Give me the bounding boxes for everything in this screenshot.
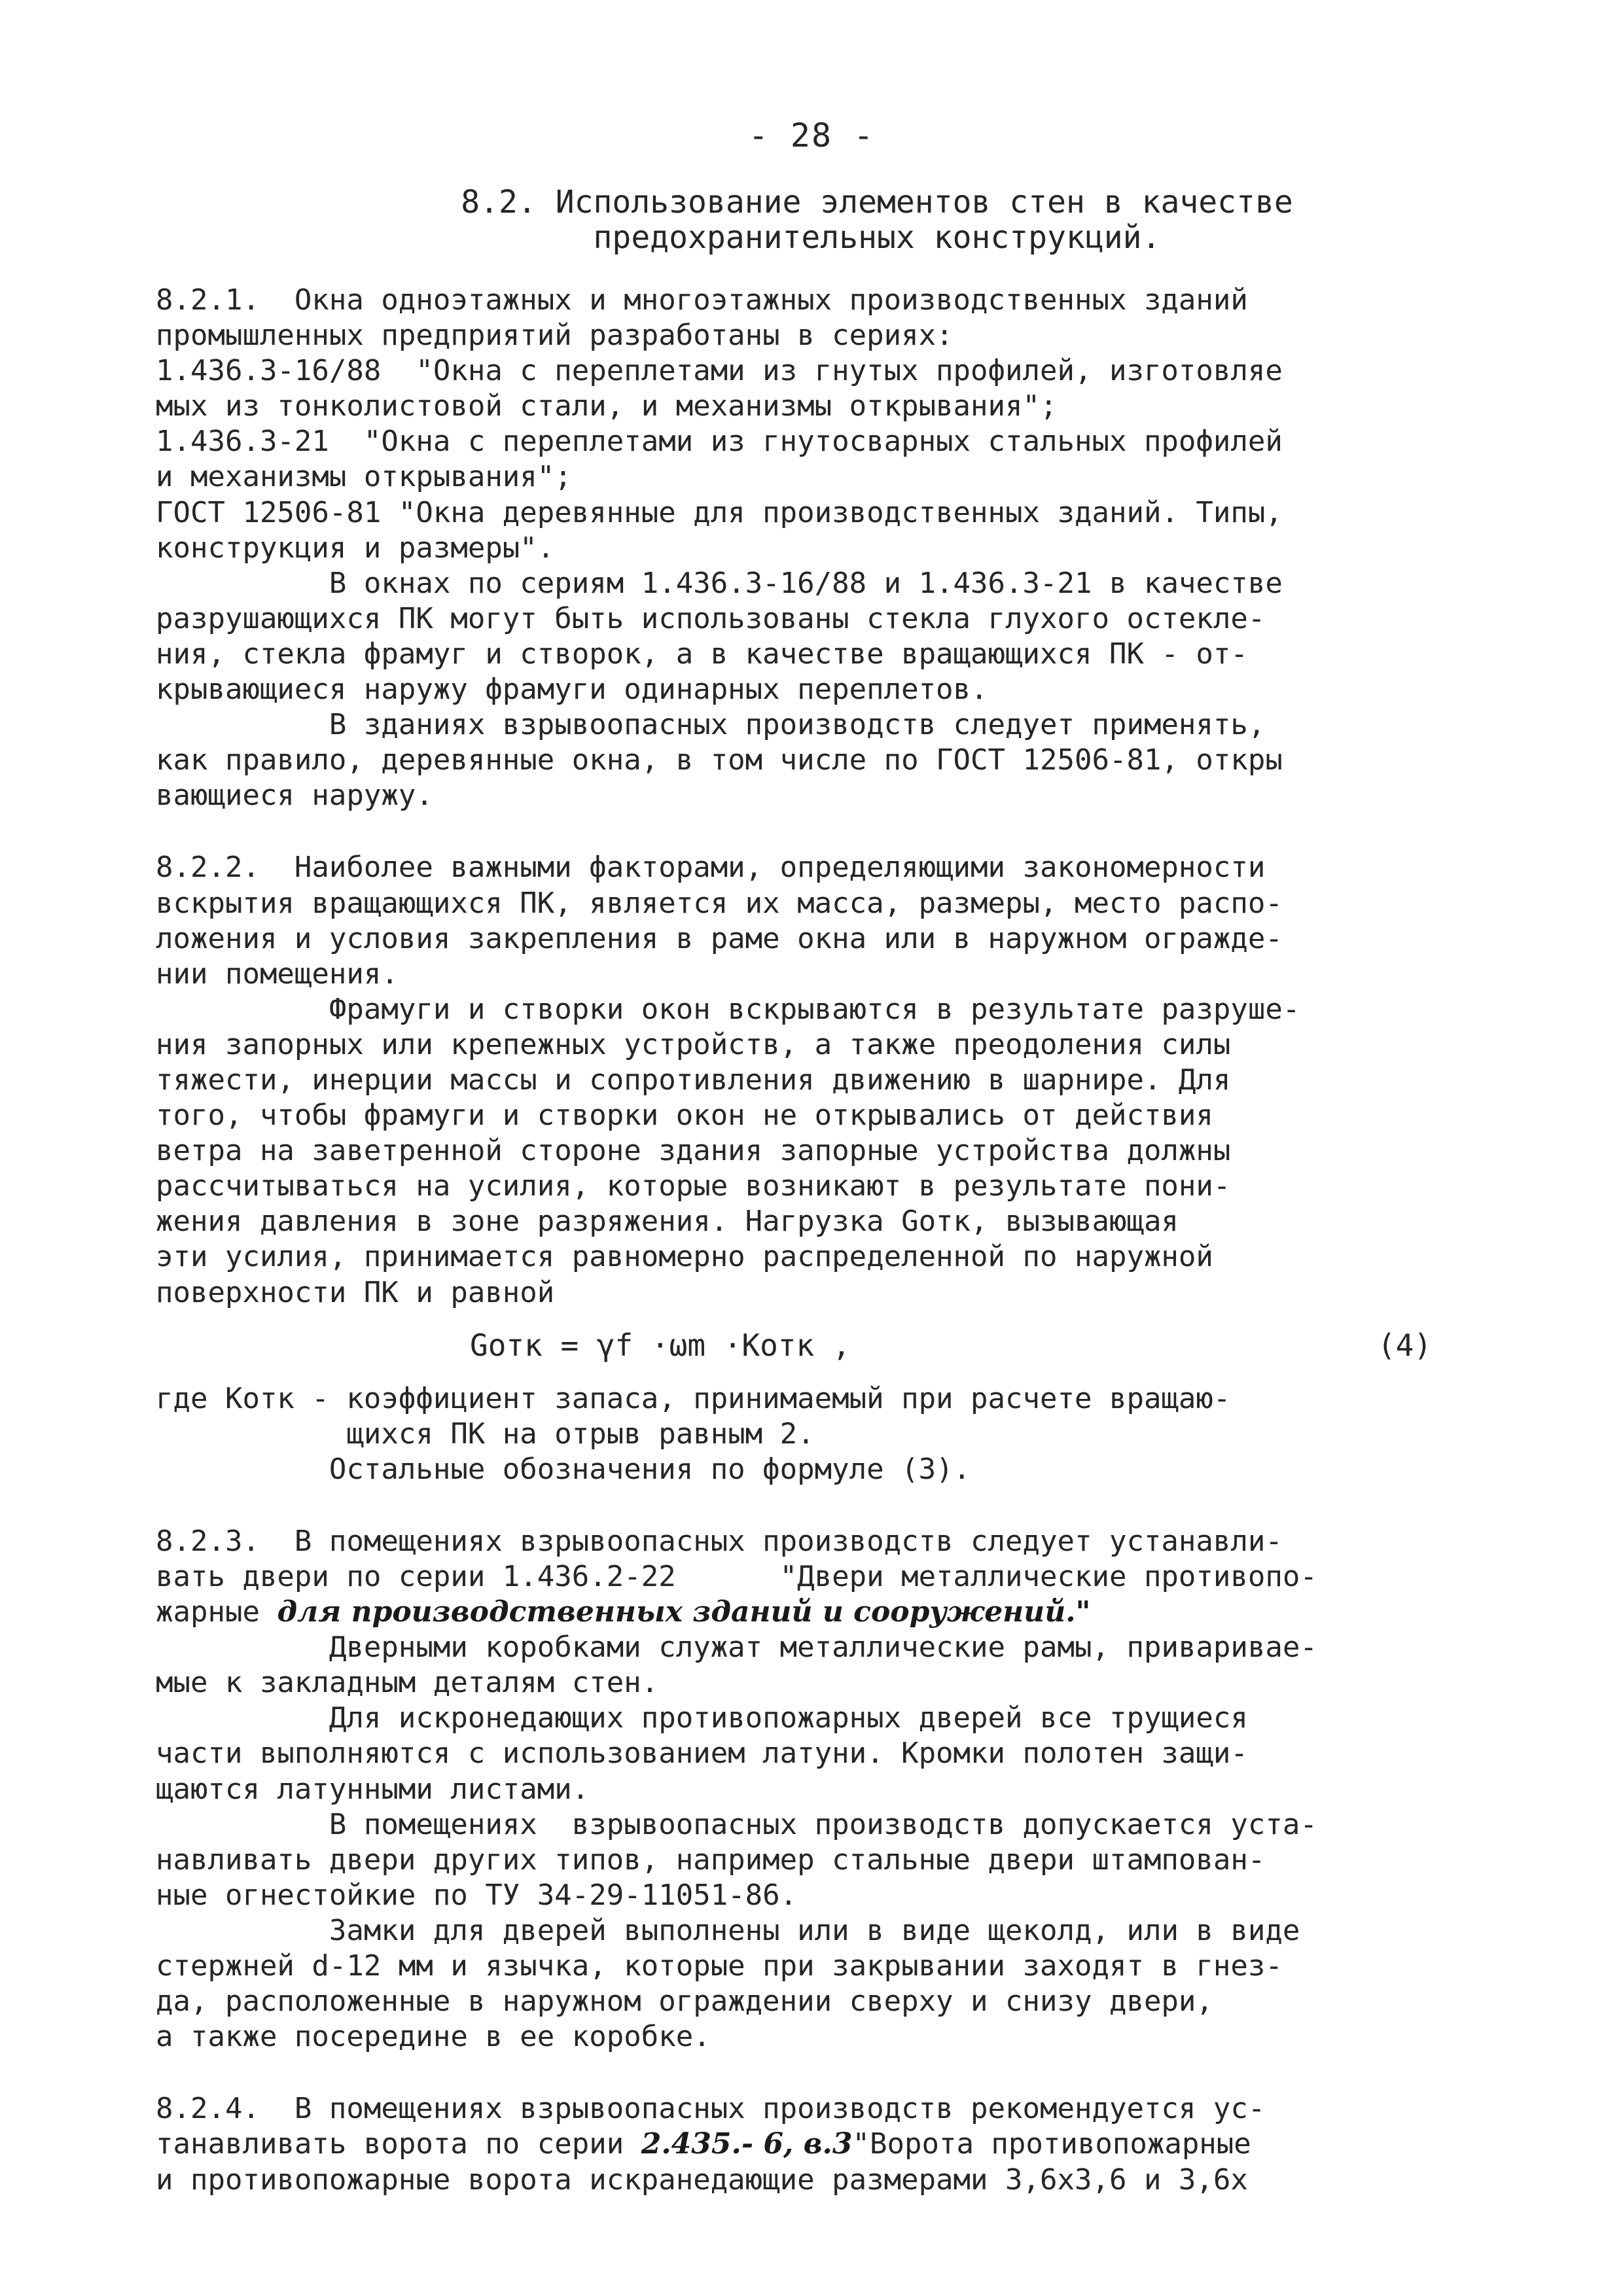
- section-title: [366, 185, 1387, 255]
- paragraph-8-2-2: 8.2.2. Наиболее важными факторами, определяющими закономерности вскрытия вращающихся ПК, является их масса, размеры, место распо- ложения и условия закрепления в раме окна или в наружном огражде- нии помещения.: [156, 851, 1283, 991]
- section-title-line-2: предохранительных конструкций.: [593, 219, 1161, 256]
- paragraph-8-2-3-locks: Замки для дверей выполнены или в виде щеколд, или в виде стержней d-12 мм и язычка, которые при закрывании заходят в гнез- да, расположенные в наружном ограждении сверху и снизу двери, а также посередине в ее коробке.: [156, 1913, 1300, 2054]
- paragraph-8-2-3-brass: Для искронедающих противопожарных дверей все трущиеся части выполняются с использованием латуни. Кромки полотен защи- щаются латунными листами.: [156, 1701, 1248, 1806]
- paragraph-8-2-2-coefficient: где Котк - коэффициент запаса, принимаемый при расчете вращаю- щихся ПК на отрыв равным 2. Остальные обозначения по формуле (3).: [156, 1381, 1231, 1486]
- body-text: [156, 283, 1484, 2198]
- paragraph-gap: [156, 813, 1484, 850]
- paragraph-8-2-4-typed: 8.2.4. В помещениях взрывоопасных производств рекомендуется ус- танавливать ворота по серии: [156, 2092, 1266, 2161]
- paragraph-8-2-1-wooden-windows: В зданиях взрывоопасных производств следует применять, как правило, деревянные окна, в том числе по ГОСТ 12506-81, откры вающиеся наружу.: [156, 708, 1283, 813]
- formula-number: (4): [1377, 1327, 1432, 1363]
- paragraph-8-2-3-other-doors: В помещениях взрывоопасных производств допускается уста- навливать двери других типов, например стальные двери штампован- ные огнестойкие по ТУ 34-29-11051-86.: [156, 1807, 1317, 1912]
- section-title-line-1: 8.2. Использование элементов стен в качестве: [461, 184, 1293, 221]
- formula-4: Gотк = γf ·ωm ·Kотк ,: [470, 1327, 851, 1363]
- handwritten-insert-series: 2.435.- 6, в.3: [641, 2127, 853, 2161]
- page-number: - 28 -: [748, 116, 875, 154]
- paragraph-8-2-3: [156, 1524, 1484, 1630]
- handwritten-insert-doors: для производственных зданий и сооружений.": [277, 1595, 1091, 1629]
- formula-row: [156, 1311, 1484, 1381]
- paragraph-8-2-1-windows-series: В окнах по сериям 1.436.3-16/88 и 1.436.3-21 в качестве разрушающихся ПК могут быть использованы стекла глухого остекле- ния, стекла фрамуг и створок, а в качестве вращающихся ПК - от- крывающиеся наружу фрамуги одинарных переплетов.: [156, 566, 1283, 707]
- paragraph-8-2-2-load: Фрамуги и створки окон вскрываются в результате разруше- ния запорных или крепежных устройств, а также преодоления силы тяжести, инерции массы и сопротивления движению в шарнире. Для того, чтобы фрамуги и створки окон не открывались от действия ветра на заветренной стороне здания запорные устройства должны рассчитываться на усилия, которые возникают в результате пони- жения давления в зоне разряжения. Нагрузка Gотк, вызывающая эти усилия, принимается равномерно распределенной по наружной поверхности ПК и равной: [156, 992, 1300, 1309]
- paragraph-8-2-1: 8.2.1. Окна одноэтажных и многоэтажных производственных зданий промышленных предприятий разработаны в сериях: 1.436.3-16/88 "Окна с переплетами из гнутых профилей, изготовляе мых из тонколистовой стали, и механизмы открывания"; 1.436.3-21 "Окна с переплетами из гнутосварных стальных профилей и механизмы открывания"; ГОСТ 12506-81 "Окна деревянные для производственных зданий. Типы, конструкция и размеры".: [156, 283, 1283, 565]
- paragraph-8-2-4-tail: "Ворота противопожарные и противопожарные ворота искранедающие размерами 3,6x3,6 и 3,6x: [156, 2127, 1251, 2197]
- paragraph-8-2-3-typed: 8.2.3. В помещениях взрывоопасных производств следует устанавли- вать двери по серии 1.436.2-22 "Двери металлические противопо- жарные: [156, 1524, 1317, 1629]
- paragraph-8-2-3-frames: Дверными коробками служат металлические рамы, привариваe- мые к закладным деталям стен.: [156, 1631, 1317, 1700]
- paragraph-8-2-4: [156, 2091, 1484, 2197]
- paragraph-gap: [156, 1487, 1484, 1524]
- paragraph-gap: [156, 2055, 1484, 2091]
